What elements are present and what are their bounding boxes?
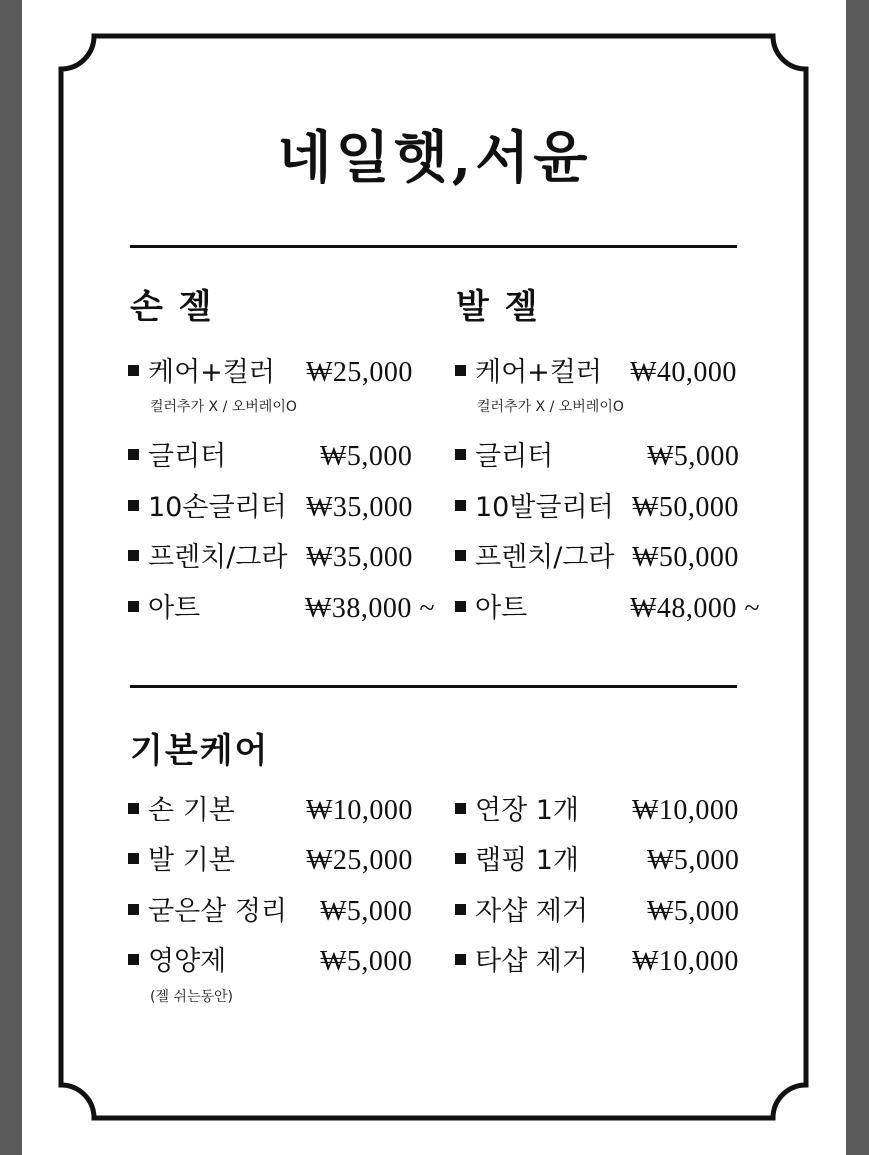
item-price: ₩40,000 — [630, 357, 737, 388]
item-name: 영양제 — [148, 946, 227, 977]
item-price: ₩50,000 — [632, 542, 739, 573]
bullet-icon — [128, 500, 139, 511]
item-name: 연장 1개 — [475, 795, 580, 826]
menu-item — [128, 356, 275, 390]
menu-item — [455, 491, 614, 525]
item-note: 컬러추가 X / 오버레이O — [477, 399, 624, 415]
item-name: 타샵 제거 — [475, 946, 588, 977]
item-price: ₩25,000 — [306, 357, 413, 388]
menu-item — [128, 895, 287, 929]
bullet-icon — [455, 550, 466, 561]
item-price: ₩35,000 — [306, 492, 413, 523]
menu-item — [455, 844, 579, 878]
bullet-icon — [128, 904, 139, 915]
menu-item — [455, 895, 588, 929]
menu-item — [455, 794, 579, 828]
bullet-icon — [128, 853, 139, 864]
bullet-icon — [455, 601, 466, 612]
divider-middle — [130, 685, 737, 688]
menu-item — [455, 440, 553, 474]
item-price: ₩38,000 ~ — [305, 593, 436, 624]
item-name: 아트 — [148, 593, 201, 624]
menu-item — [128, 794, 235, 828]
bullet-icon — [455, 500, 466, 511]
divider-top — [130, 245, 737, 248]
item-price: ₩35,000 — [306, 542, 413, 573]
menu-item — [455, 945, 588, 979]
item-price: ₩5,000 — [320, 896, 413, 927]
item-name: 자샵 제거 — [475, 896, 588, 927]
item-name: 케어+컬러 — [148, 357, 275, 388]
bullet-icon — [455, 904, 466, 915]
item-price: ₩5,000 — [647, 896, 740, 927]
menu-item — [128, 945, 226, 979]
menu-item — [128, 440, 226, 474]
item-price: ₩5,000 — [647, 441, 740, 472]
menu-item — [128, 491, 287, 525]
bullet-icon — [128, 365, 139, 376]
bullet-icon — [128, 449, 139, 460]
bullet-icon — [455, 365, 466, 376]
bullet-icon — [455, 853, 466, 864]
section-heading-basic-care: 기본케어 — [130, 731, 270, 771]
menu-item — [128, 844, 235, 878]
item-price: ₩10,000 — [632, 946, 739, 977]
item-name: 발 기본 — [148, 845, 235, 876]
item-price: ₩10,000 — [306, 795, 413, 826]
item-name: 굳은살 정리 — [148, 896, 287, 927]
menu-item — [128, 592, 200, 626]
section-heading-foot-gel: 발 젤 — [456, 287, 540, 327]
item-price: ₩5,000 — [320, 946, 413, 977]
bullet-icon — [455, 449, 466, 460]
item-name: 프렌치/그라 — [148, 542, 288, 573]
menu-item — [455, 592, 527, 626]
menu-item — [455, 541, 615, 575]
item-price: ₩50,000 — [632, 492, 739, 523]
item-name: 글리터 — [148, 441, 227, 472]
item-price: ₩10,000 — [632, 795, 739, 826]
item-price: ₩5,000 — [320, 441, 413, 472]
bullet-icon — [455, 954, 466, 965]
item-note: (젤 쉬는동안) — [150, 989, 233, 1005]
item-price: ₩5,000 — [647, 845, 740, 876]
item-name: 10손글리터 — [148, 492, 287, 523]
menu-item — [128, 541, 288, 575]
bullet-icon — [128, 601, 139, 612]
item-name: 손 기본 — [148, 795, 235, 826]
shop-title: 네일햇,서윤 — [277, 125, 592, 191]
item-name: 케어+컬러 — [475, 357, 602, 388]
item-name: 글리터 — [475, 441, 554, 472]
section-heading-hand-gel: 손 젤 — [130, 287, 214, 327]
bullet-icon — [455, 803, 466, 814]
item-name: 랩핑 1개 — [475, 845, 580, 876]
item-price: ₩48,000 ~ — [630, 593, 761, 624]
bullet-icon — [128, 803, 139, 814]
item-name: 10발글리터 — [475, 492, 614, 523]
item-price: ₩25,000 — [306, 845, 413, 876]
item-name: 프렌치/그라 — [475, 542, 615, 573]
bullet-icon — [128, 954, 139, 965]
bullet-icon — [128, 550, 139, 561]
menu-item — [455, 356, 602, 390]
item-note: 컬러추가 X / 오버레이O — [150, 399, 297, 415]
item-name: 아트 — [475, 593, 528, 624]
